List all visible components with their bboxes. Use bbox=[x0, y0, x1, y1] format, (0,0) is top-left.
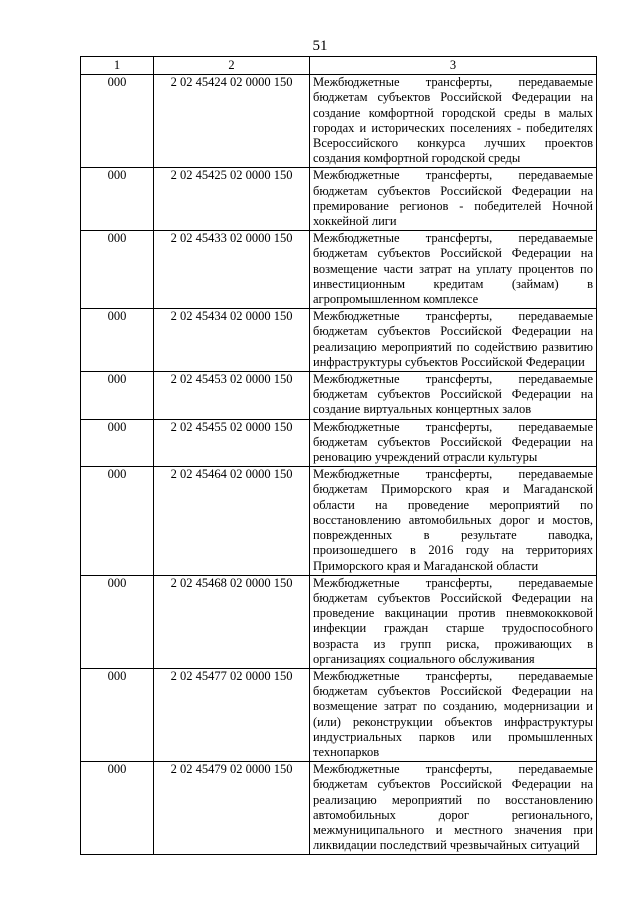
admin-code-cell: 000 bbox=[81, 309, 154, 372]
table-row bbox=[81, 575, 597, 668]
admin-code-cell: 000 bbox=[81, 75, 154, 168]
table-row bbox=[81, 668, 597, 761]
budget-code-cell: 2 02 45453 02 0000 150 bbox=[154, 372, 310, 420]
description-cell: Межбюджетные трансферты, передаваемые бюджетам субъектов Российской Федерации на реализацию мероприятий по восстановлению автомобильных дорог регионального, межмуниципального и местного значения при ликвидации последствий чрезвычайных ситуаций bbox=[310, 762, 597, 855]
description-cell: Межбюджетные трансферты, передаваемые бюджетам субъектов Российской Федерации на реновацию учреждений отрасли культуры bbox=[310, 419, 597, 467]
admin-code-cell: 000 bbox=[81, 467, 154, 575]
description-cell: Межбюджетные трансферты, передаваемые бюджетам Приморского края и Магаданской области на проведение мероприятий по восстановлению автомобильных дорог и мостов, поврежденных в результате паводка, произошедшего в 2016 году на территориях Приморского края и Магаданской области bbox=[310, 467, 597, 575]
admin-code-cell: 000 bbox=[81, 575, 154, 668]
description-cell: Межбюджетные трансферты, передаваемые бюджетам субъектов Российской Федерации на реализацию мероприятий по содействию развитию инфраструктуры субъектов Российской Федерации bbox=[310, 309, 597, 372]
table-row bbox=[81, 467, 597, 575]
description-cell: Межбюджетные трансферты, передаваемые бюджетам субъектов Российской Федерации на возмещение затрат по созданию, модернизации и (или) реконструкции объектов инфраструктуры индустриальных парков или промышленных технопарков bbox=[310, 668, 597, 761]
description-cell: Межбюджетные трансферты, передаваемые бюджетам субъектов Российской Федерации на создание виртуальных концертных залов bbox=[310, 372, 597, 420]
admin-code-cell: 000 bbox=[81, 762, 154, 855]
description-cell: Межбюджетные трансферты, передаваемые бюджетам субъектов Российской Федерации на премирование регионов - победителей Ночной хоккейной лиги bbox=[310, 168, 597, 231]
column-header-1: 1 bbox=[81, 57, 154, 75]
description-cell: Межбюджетные трансферты, передаваемые бюджетам субъектов Российской Федерации на создание комфортной городской среды в малых городах и исторических поселениях - победителях Всероссийского конкурса лучших проектов создания комфортной городской среды bbox=[310, 75, 597, 168]
budget-code-cell: 2 02 45425 02 0000 150 bbox=[154, 168, 310, 231]
budget-codes-table bbox=[80, 56, 597, 855]
table-header-row bbox=[81, 57, 597, 75]
description-cell: Межбюджетные трансферты, передаваемые бюджетам субъектов Российской Федерации на возмещение части затрат на уплату процентов по инвестиционным кредитам (займам) в агропромышленном комплексе bbox=[310, 231, 597, 309]
table-row bbox=[81, 168, 597, 231]
table-row bbox=[81, 231, 597, 309]
column-header-2: 2 bbox=[154, 57, 310, 75]
admin-code-cell: 000 bbox=[81, 231, 154, 309]
admin-code-cell: 000 bbox=[81, 372, 154, 420]
table-row bbox=[81, 372, 597, 420]
budget-code-cell: 2 02 45424 02 0000 150 bbox=[154, 75, 310, 168]
budget-code-cell: 2 02 45464 02 0000 150 bbox=[154, 467, 310, 575]
table-row bbox=[81, 75, 597, 168]
table-row bbox=[81, 309, 597, 372]
admin-code-cell: 000 bbox=[81, 419, 154, 467]
page-number: 51 bbox=[312, 38, 328, 54]
budget-code-cell: 2 02 45434 02 0000 150 bbox=[154, 309, 310, 372]
admin-code-cell: 000 bbox=[81, 668, 154, 761]
table-row bbox=[81, 762, 597, 855]
budget-code-cell: 2 02 45479 02 0000 150 bbox=[154, 762, 310, 855]
budget-code-cell: 2 02 45433 02 0000 150 bbox=[154, 231, 310, 309]
description-cell: Межбюджетные трансферты, передаваемые бюджетам субъектов Российской Федерации на проведение вакцинации против пневмококковой инфекции граждан старше трудоспособного возраста из групп риска, проживающих в организациях социального обслуживания bbox=[310, 575, 597, 668]
budget-code-cell: 2 02 45455 02 0000 150 bbox=[154, 419, 310, 467]
table-row bbox=[81, 419, 597, 467]
column-header-3: 3 bbox=[310, 57, 597, 75]
budget-code-cell: 2 02 45477 02 0000 150 bbox=[154, 668, 310, 761]
budget-code-cell: 2 02 45468 02 0000 150 bbox=[154, 575, 310, 668]
admin-code-cell: 000 bbox=[81, 168, 154, 231]
